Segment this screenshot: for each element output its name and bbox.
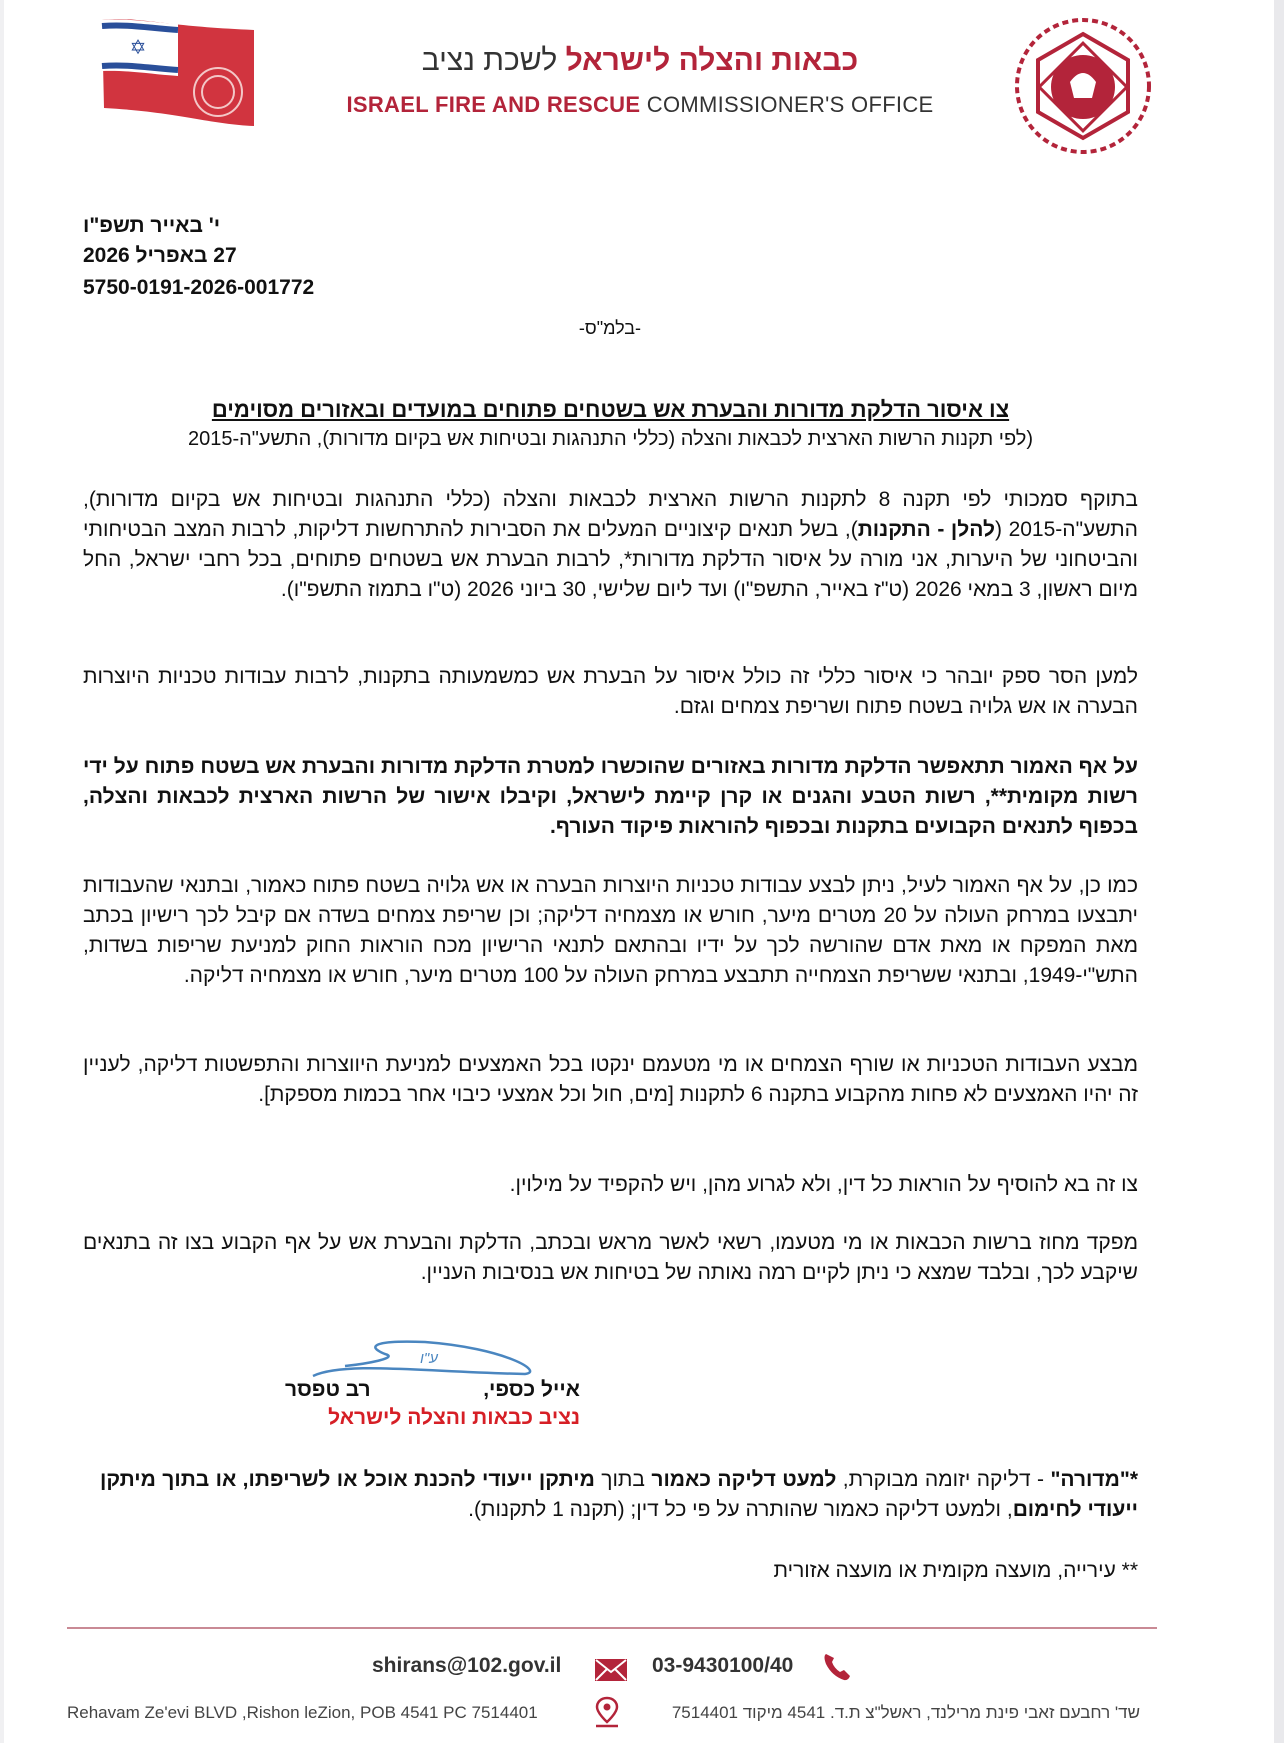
- signatory-role: נציב כבאות והצלה לישראל: [328, 1406, 580, 1429]
- paragraph-district-approval: מפקד מחוז ברשות הכבאות או מי מטעמו, רשאי לאשר מראש ובכתב, הדלקת והבערת אש על אף הקבוע בצו זה בתנאים שיקבע לכך, ובלבד שמצא כי ניתן לקיים רמה נאותה של בטיחות אש בנסיבות העניין.: [83, 1231, 1138, 1284]
- footnote1-text3: , ולמעט דליקה כאמור שהותרה על פי כל דין; (תקנה 1 לתקנות).: [468, 1498, 1013, 1521]
- header-title-hebrew: [380, 44, 900, 78]
- footnote1-facility: מיתקן ייעודי להכנת אוכל או לשריפתו, או בתוך מיתקן ייעודי לחימום: [100, 1468, 1138, 1521]
- page-edge-left: [0, 0, 4, 1743]
- paragraph-scope: צו זה בא להוסיף על הוראות כל דין, ולא לגרוע מהן, ויש להקפיד על מילוין.: [509, 1173, 1138, 1196]
- para1-text: בתוקף סמכותי לפי תקנה 8 לתקנות הרשות הארצית לכבאות והצלה (כללי התנהגות ובטיחות אש בקיום מדורות), התשע"ה-2015 (: [83, 488, 1138, 541]
- document-title: צו איסור הדלקת מדורות והבערת אש בשטחים פתוחים במועדים ובאזורים מסוימים: [211, 397, 1010, 422]
- footnote1-term: *"מדורה": [1050, 1468, 1138, 1491]
- paragraph-exception: על אף האמור תתאפשר הדלקת מדורות באזורים שהוכשרו למטרת הדלקת מדורות והבערת אש בשטח פתוח על ידי רשות מקומית**, רשות הטבע והגנים או קרן קיימת לישראל, וקיבלו אישור של הרשות הארצית לכבאות והצלה, בכפוף לתנאים הקבועים בתקנות ובכפוף להוראות פיקוד העורף.: [83, 755, 1138, 838]
- paragraph-clarification: למען הסר ספק יובהר כי איסור כללי זה כולל איסור על הבערת אש כמשמעותה בתקנות, לרבות עבודות טכניות היוצרות הבערה או אש גלויה בשטח פתוח ושריפת צמחים וגזם.: [83, 665, 1138, 718]
- footnote1-exception: למעט דליקה כאמור: [651, 1468, 837, 1491]
- page-edge: [1274, 0, 1284, 1743]
- gregorian-date: 27 באפריל 2026: [83, 244, 237, 267]
- footnote-local-authority: ** עירייה, מועצה מקומית או מועצה אזורית: [773, 1559, 1138, 1582]
- svg-text:✡: ✡: [129, 37, 147, 59]
- signatory-line: [285, 1378, 580, 1402]
- footer-phone[interactable]: 03-9430100/40: [652, 1654, 794, 1677]
- paragraph-authority: [83, 485, 1138, 605]
- reference-number: 5750-0191-2026-001772: [83, 276, 315, 299]
- footnote1-text: - דליקה יזומה מבוקרת,: [836, 1468, 1051, 1491]
- signatory-name: אייל כספי,: [483, 1378, 580, 1401]
- location-pin-icon: [594, 1696, 620, 1728]
- footer-address-english: Rehavam Ze'evi BLVD ,Rishon leZion, POB 4541 PC 7514401: [67, 1703, 538, 1722]
- hebrew-date: י' באייר תשפ"ו: [83, 214, 221, 237]
- paragraph-precautions: מבצע העבודות הטכניות או שורף הצמחים או מי מטעמם ינקטו בכל האמצעים למניעת היווצרות והתפשטות דליקה, לעניין זה יהיו האמצעים לא פחות מהקבוע בתקנה 6 לתקנות [מים, חול וכל אמצעי כיבוי אחר בכמות מספקת].: [83, 1053, 1138, 1106]
- paragraph-technical-works: כמו כן, על אף האמור לעיל, ניתן לבצע עבודות טכניות היוצרות הבערה או אש גלויה בשטח פתוח כאמור, ובתנאי שהעבודות יתבצעו במרחק העולה על 20 מטרים מיער, חורש או מצמחיה דליקה; וכן שריפת צמחים בשדה אם קיבל לכך רישיון בכתב מאת המפקח או מאת אדם שהורשה לכך על ידיו ובהתאם לתנאי הרישיון מכח הוראות החוק למניעת שריפות בשדות, התש"י-1949, ובתנאי ששריפת הצמחייה תתבצע במרחק העולה על 100 מטרים מיער, חורש או מצמחיה דליקה.: [83, 874, 1138, 987]
- header-office-name-en: COMMISSIONER'S OFFICE: [646, 92, 934, 117]
- flag-logo: [98, 16, 258, 132]
- header-org-name: כבאות והצלה לישראל: [565, 44, 859, 77]
- signature-scribble: ע"ו: [420, 1350, 438, 1367]
- header-org-name-en: ISRAEL FIRE AND RESCUE: [346, 92, 641, 117]
- footer-divider: [67, 1627, 1157, 1629]
- classification-mark: -בלמ"ס-: [578, 318, 642, 338]
- footer-email[interactable]: shirans@102.gov.il: [372, 1654, 562, 1677]
- para1-definition: להלן - התקנות: [857, 518, 995, 541]
- header-office-name: לשכת נציב: [421, 44, 558, 77]
- para1-text-cont: ), בשל תנאים קיצוניים המעלים את הסבירות להתרחשות דליקות, לרבות המצב הבטיחותי והביטחוני של היערות, אני מורה על איסור הדלקת מדורות*, לרבות הבערת אש בשטחים פתוחים, בכל רחבי ישראל, החל מיום ראשון, 3 במאי 2026 (ט"ז באייר, התשפ"ו) ועד ליום שלישי, 30 ביוני 2026 (ט"ו בתמוז התשפ"ו).: [83, 518, 1138, 601]
- envelope-icon: [594, 1658, 628, 1682]
- fire-rescue-emblem: [1000, 12, 1166, 160]
- footnote-campfire-definition: [100, 1465, 1138, 1525]
- header-title-english: [320, 92, 960, 118]
- document-subtitle: (לפי תקנות הרשות הארצית לכבאות והצלה (כללי התנהגות ובטיחות אש בקיום מדורות), התשע"ה-2015: [187, 428, 1034, 450]
- footer-address-hebrew: שד' רחבעם זאבי פינת מרילנד, ראשל"צ ת.ד. 4541 מיקוד 7514401: [671, 1703, 1140, 1722]
- phone-icon: [822, 1650, 852, 1682]
- signatory-rank: רב טפסר: [285, 1378, 371, 1401]
- footnote1-text2: בתוך: [594, 1468, 652, 1491]
